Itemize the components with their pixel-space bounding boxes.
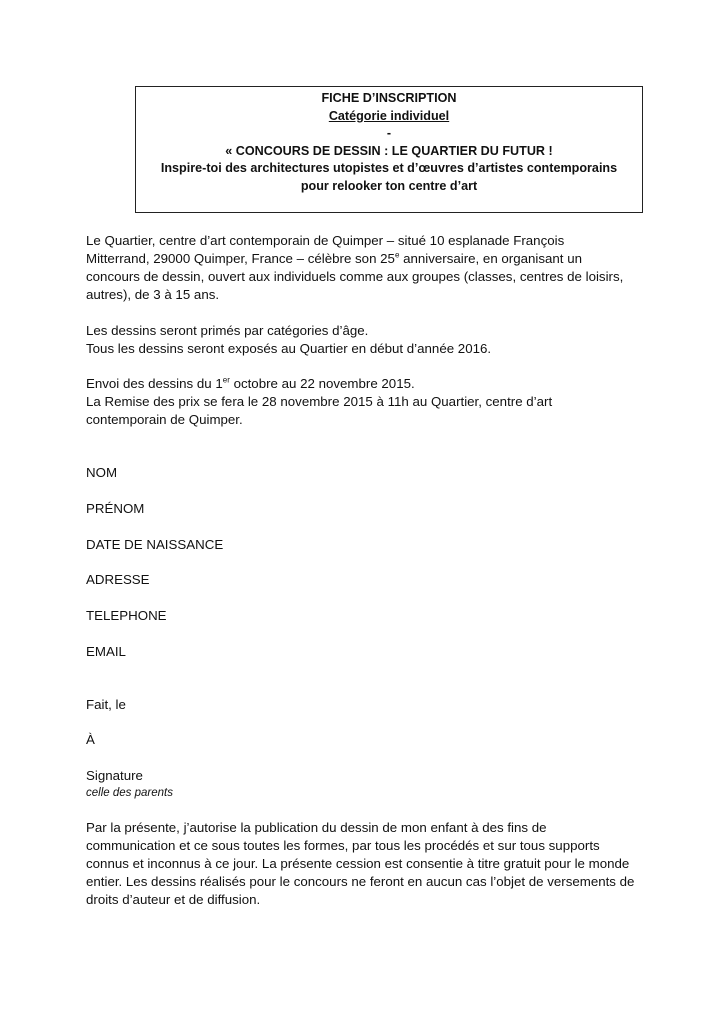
field-nom: NOM <box>86 465 118 480</box>
field-fait-le: Fait, le <box>86 697 126 712</box>
dates-line-1 <box>86 375 646 393</box>
field-email: EMAIL <box>86 644 126 659</box>
field-telephone: TELEPHONE <box>86 608 167 623</box>
signature-note: celle des parents <box>86 787 173 799</box>
intro-line-3: concours de dessin, ouvert aux individuels comme aux groupes (classes, centres de loisirs, <box>86 269 624 284</box>
intro-line-2-start: Mitterrand, 29000 Quimper, France – célèbre son 25 <box>86 251 395 266</box>
dates-superscript: er <box>222 375 230 385</box>
consent-line-5: droits d’auteur et de diffusion. <box>86 892 261 907</box>
dates-line-1-end: octobre au 22 novembre 2015. <box>229 376 415 391</box>
intro-paragraph <box>86 232 646 304</box>
consent-line-2: communication et ce sous toutes les formes, par tous les procédés et sur tous supports <box>86 838 600 853</box>
consent-line-1: Par la présente, j’autorise la publication du dessin de mon enfant à des fins de <box>86 820 547 835</box>
header-separator: - <box>386 126 392 140</box>
contest-subtitle-line-2: pour relooker ton centre d’art <box>300 178 478 193</box>
field-date-naissance: DATE DE NAISSANCE <box>86 537 224 552</box>
awards-line-1: Les dessins seront primés par catégories d’âge. <box>86 323 369 338</box>
consent-line-4: entier. Les dessins réalisés pour le concours ne feront en aucun cas l’objet de versements de <box>86 874 635 889</box>
field-adresse: ADRESSE <box>86 572 150 587</box>
awards-paragraph <box>86 322 646 358</box>
contest-subtitle-line-1: Inspire-toi des architectures utopistes et d’œuvres d’artistes contemporains <box>160 161 618 175</box>
dates-line-3: contemporain de Quimper. <box>86 412 243 427</box>
awards-line-2: Tous les dessins seront exposés au Quartier en début d’année 2016. <box>86 341 492 356</box>
dates-line-1-start: Envoi des dessins du 1 <box>86 376 223 391</box>
intro-superscript: e <box>394 250 400 260</box>
intro-line-2 <box>86 250 646 268</box>
dates-paragraph <box>86 375 646 429</box>
contest-title: « CONCOURS DE DESSIN : LE QUARTIER DU FUTUR ! <box>225 143 553 158</box>
intro-line-1: Le Quartier, centre d’art contemporain de Quimper – situé 10 esplanade François <box>86 233 565 248</box>
form-title: FICHE D’INSCRIPTION <box>321 91 457 105</box>
intro-line-2-end: anniversaire, en organisant un <box>399 251 582 266</box>
consent-line-3: connus et inconnus à ce jour. La présente cession est consentie à titre gratuit pour le monde <box>86 856 630 871</box>
intro-line-4: autres), de 3 à 15 ans. <box>86 287 220 302</box>
field-prenom: PRÉNOM <box>86 501 145 516</box>
registration-header-box <box>135 86 643 213</box>
consent-paragraph <box>86 819 646 909</box>
field-signature: Signature <box>86 768 143 783</box>
category-label: Catégorie individuel <box>328 108 450 123</box>
field-lieu: À <box>86 732 95 747</box>
dates-line-2: La Remise des prix se fera le 28 novembre 2015 à 11h au Quartier, centre d’art <box>86 394 553 409</box>
